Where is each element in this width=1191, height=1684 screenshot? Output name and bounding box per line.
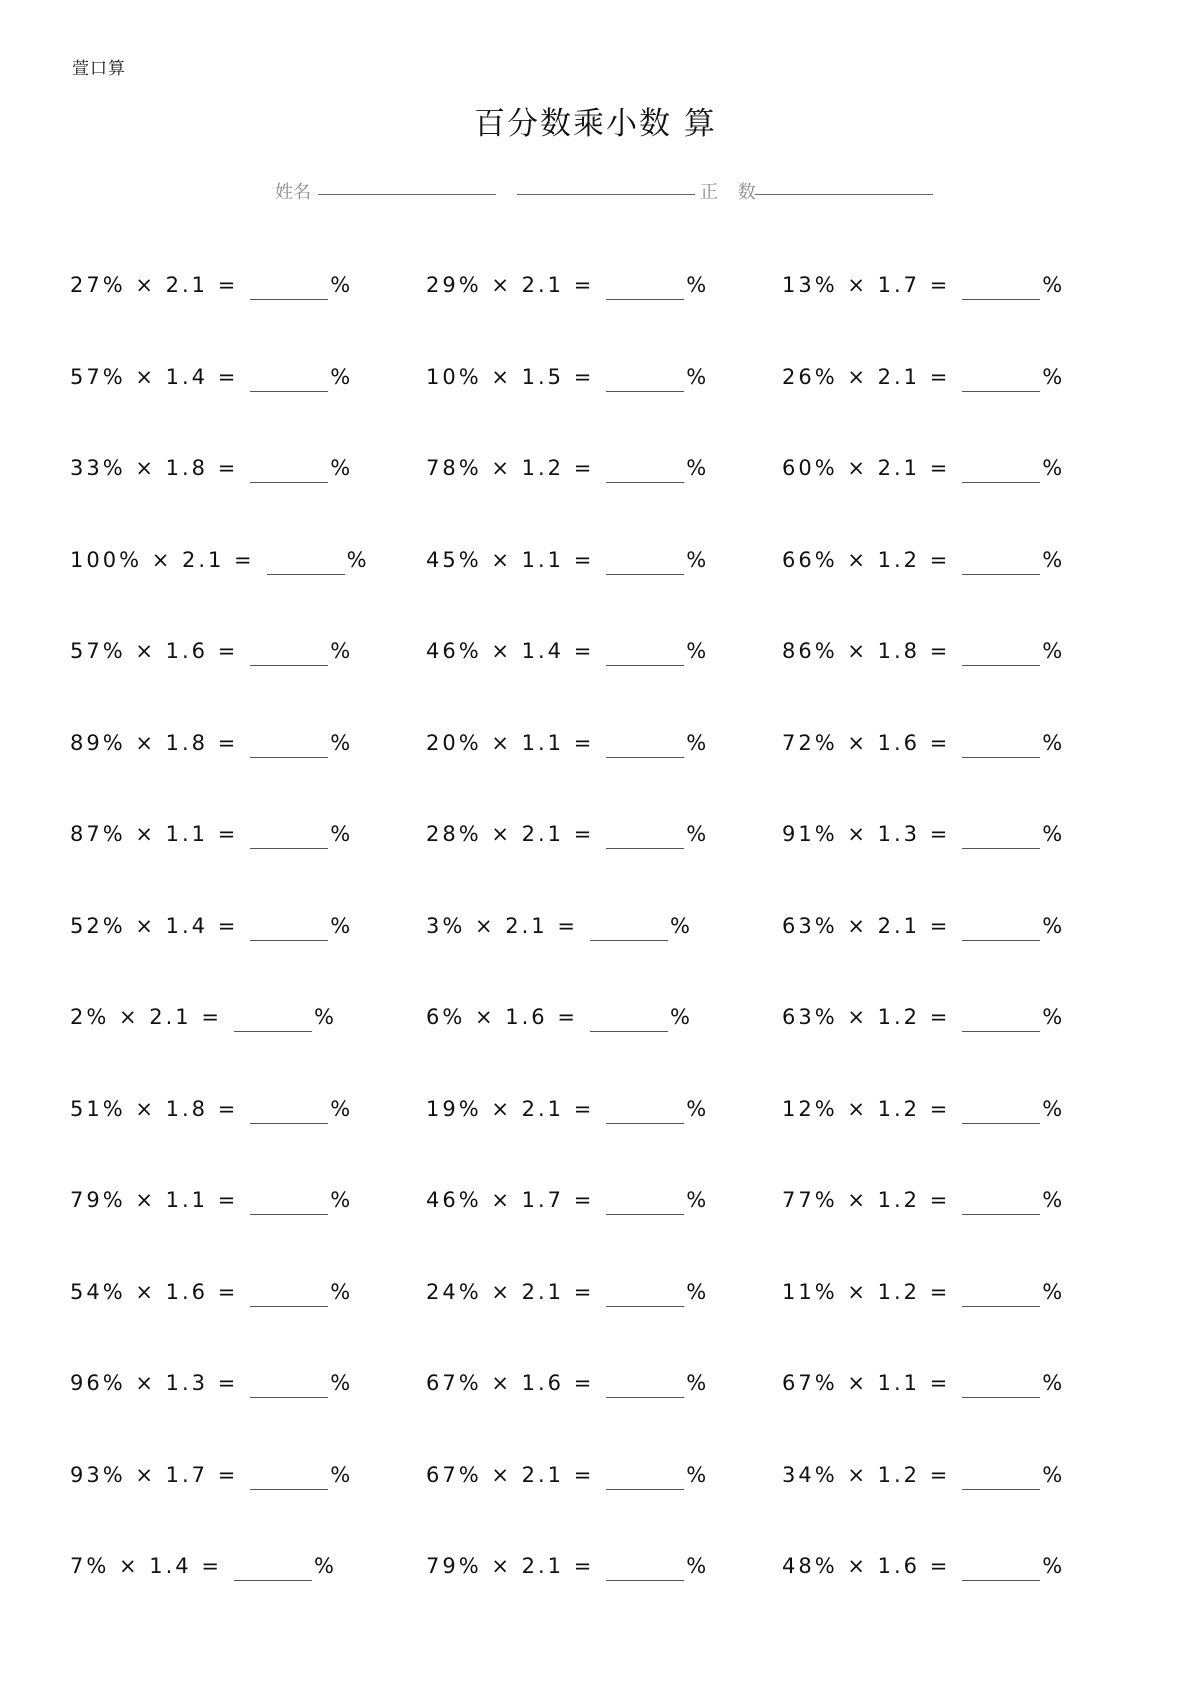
answer-blank[interactable]	[250, 482, 328, 483]
problem-item	[70, 1183, 426, 1275]
percent-unit: %	[330, 364, 351, 389]
problem-expression: 28% × 2.1 =	[426, 822, 595, 846]
problem-expression: 57% × 1.6 =	[70, 639, 239, 663]
page-title: 百分数乘小数 算	[474, 106, 717, 142]
problem-item	[782, 634, 1130, 726]
answer-blank[interactable]	[962, 1031, 1040, 1032]
answer-blank[interactable]	[962, 391, 1040, 392]
answer-blank[interactable]	[250, 940, 328, 941]
problem-item	[70, 1549, 426, 1641]
percent-unit: %	[686, 1554, 707, 1578]
problem-item	[70, 451, 426, 543]
problem-expression: 11% × 1.2 =	[782, 1279, 951, 1304]
score-line[interactable]	[755, 194, 933, 195]
percent-unit: %	[330, 730, 351, 755]
percent-unit: %	[686, 1188, 707, 1212]
percent-unit: %	[1042, 1371, 1063, 1395]
percent-unit: %	[330, 1188, 351, 1212]
problem-item	[782, 1549, 1130, 1641]
percent-unit: %	[1042, 1188, 1063, 1212]
problem-expression: 13% × 1.7 =	[782, 273, 951, 297]
problem-item	[426, 360, 782, 452]
problem-item	[70, 543, 426, 635]
answer-blank[interactable]	[962, 1397, 1040, 1398]
problem-item	[426, 451, 782, 543]
answer-blank[interactable]	[590, 940, 668, 941]
problem-item	[70, 268, 426, 360]
percent-unit: %	[1042, 456, 1063, 480]
percent-unit: %	[313, 1005, 334, 1029]
percent-unit: %	[1042, 1096, 1063, 1121]
problem-expression: 67% × 1.1 =	[782, 1371, 951, 1395]
answer-blank[interactable]	[606, 482, 684, 483]
percent-unit: %	[346, 547, 367, 572]
percent-unit: %	[1042, 1005, 1063, 1029]
problem-expression: 46% × 1.4 =	[426, 639, 595, 663]
percent-unit: %	[1042, 273, 1063, 297]
problem-item	[426, 726, 782, 818]
answer-blank[interactable]	[606, 1123, 684, 1124]
answer-blank[interactable]	[234, 1031, 312, 1032]
percent-unit: %	[686, 822, 707, 846]
problem-item	[782, 817, 1130, 909]
problem-item	[426, 817, 782, 909]
percent-unit: %	[1042, 822, 1063, 846]
problem-item	[70, 817, 426, 909]
problem-expression: 24% × 2.1 =	[426, 1279, 595, 1304]
problem-expression: 3% × 2.1 =	[426, 913, 578, 938]
problem-expression: 60% × 2.1 =	[782, 456, 951, 480]
answer-blank[interactable]	[962, 1123, 1040, 1124]
problem-item	[426, 1458, 782, 1550]
percent-unit: %	[1042, 1462, 1063, 1487]
problem-item	[70, 360, 426, 452]
problem-expression: 19% × 2.1 =	[426, 1096, 595, 1121]
percent-unit: %	[330, 1279, 351, 1304]
problem-item	[426, 1000, 782, 1092]
problem-expression: 93% × 1.7 =	[70, 1462, 239, 1487]
percent-unit: %	[330, 1371, 351, 1395]
answer-blank[interactable]	[250, 391, 328, 392]
problem-item	[782, 268, 1130, 360]
problem-item	[70, 1366, 426, 1458]
percent-unit: %	[669, 1005, 690, 1029]
problem-expression: 67% × 2.1 =	[426, 1462, 595, 1487]
problem-item	[426, 1366, 782, 1458]
problem-item	[426, 1275, 782, 1367]
answer-blank[interactable]	[962, 574, 1040, 575]
problem-expression: 7% × 1.4 =	[70, 1554, 222, 1578]
name-line[interactable]	[318, 194, 496, 195]
answer-blank[interactable]	[250, 1489, 328, 1490]
problem-item	[782, 909, 1130, 1001]
answer-blank[interactable]	[250, 665, 328, 666]
problem-expression: 12% × 1.2 =	[782, 1096, 951, 1121]
answer-blank[interactable]	[250, 1123, 328, 1124]
problem-expression: 34% × 1.2 =	[782, 1462, 951, 1487]
percent-unit: %	[330, 822, 351, 846]
percent-unit: %	[1042, 547, 1063, 572]
problem-item	[782, 1092, 1130, 1184]
percent-unit: %	[669, 913, 690, 938]
problem-expression: 66% × 1.2 =	[782, 547, 951, 572]
problem-expression: 52% × 1.4 =	[70, 913, 239, 938]
problem-expression: 89% × 1.8 =	[70, 730, 239, 755]
problem-item	[426, 634, 782, 726]
answer-blank[interactable]	[962, 1306, 1040, 1307]
answer-blank[interactable]	[606, 299, 684, 300]
problem-expression: 46% × 1.7 =	[426, 1188, 595, 1212]
answer-blank[interactable]	[962, 1580, 1040, 1581]
answer-blank[interactable]	[250, 848, 328, 849]
answer-blank[interactable]	[962, 940, 1040, 941]
problem-expression: 72% × 1.6 =	[782, 730, 951, 755]
problem-expression: 2% × 2.1 =	[70, 1005, 222, 1029]
answer-blank[interactable]	[250, 757, 328, 758]
problem-item	[782, 1183, 1130, 1275]
answer-blank[interactable]	[606, 1214, 684, 1215]
problem-item	[70, 909, 426, 1001]
problem-item	[782, 1458, 1130, 1550]
percent-unit: %	[330, 639, 351, 663]
problem-item	[426, 1183, 782, 1275]
answer-blank[interactable]	[606, 574, 684, 575]
problem-expression: 79% × 1.1 =	[70, 1188, 239, 1212]
percent-unit: %	[330, 456, 351, 480]
problem-expression: 54% × 1.6 =	[70, 1279, 239, 1304]
problem-item	[426, 909, 782, 1001]
percent-unit: %	[686, 1096, 707, 1121]
problem-item	[70, 726, 426, 818]
answer-blank[interactable]	[606, 391, 684, 392]
problem-expression: 87% × 1.1 =	[70, 822, 239, 846]
problem-expression: 51% × 1.8 =	[70, 1096, 239, 1121]
problem-expression: 29% × 2.1 =	[426, 273, 595, 297]
problem-expression: 57% × 1.4 =	[70, 364, 239, 389]
percent-unit: %	[330, 1462, 351, 1487]
problem-expression: 63% × 1.2 =	[782, 1005, 951, 1029]
percent-unit: %	[1042, 364, 1063, 389]
problem-item	[782, 1275, 1130, 1367]
problem-grid	[70, 268, 1130, 1641]
problem-item	[70, 1000, 426, 1092]
percent-unit: %	[330, 273, 351, 297]
percent-unit: %	[686, 273, 707, 297]
answer-blank[interactable]	[962, 482, 1040, 483]
problem-item	[426, 1092, 782, 1184]
problem-item	[70, 1458, 426, 1550]
problem-item	[782, 451, 1130, 543]
problem-expression: 20% × 1.1 =	[426, 730, 595, 755]
percent-unit: %	[1042, 913, 1063, 938]
answer-blank[interactable]	[962, 1214, 1040, 1215]
problem-item	[782, 360, 1130, 452]
percent-unit: %	[1042, 639, 1063, 663]
answer-blank[interactable]	[250, 1214, 328, 1215]
answer-blank[interactable]	[962, 848, 1040, 849]
answer-blank[interactable]	[962, 665, 1040, 666]
problem-expression: 63% × 2.1 =	[782, 913, 951, 938]
header-label: 萱口算	[72, 59, 126, 79]
problem-expression: 86% × 1.8 =	[782, 639, 951, 663]
answer-blank[interactable]	[962, 757, 1040, 758]
percent-unit: %	[686, 1279, 707, 1304]
problem-expression: 91% × 1.3 =	[782, 822, 951, 846]
answer-blank[interactable]	[606, 848, 684, 849]
problem-item	[426, 543, 782, 635]
class-line[interactable]	[517, 194, 695, 195]
info-row	[0, 175, 1191, 205]
answer-blank[interactable]	[962, 299, 1040, 300]
percent-unit: %	[1042, 730, 1063, 755]
problem-expression: 77% × 1.2 =	[782, 1188, 951, 1212]
problem-item	[782, 1000, 1130, 1092]
problem-item	[70, 1092, 426, 1184]
problem-expression: 79% × 2.1 =	[426, 1554, 595, 1578]
answer-blank[interactable]	[606, 1580, 684, 1581]
percent-unit: %	[313, 1554, 334, 1578]
problem-item	[782, 543, 1130, 635]
percent-unit: %	[330, 1096, 351, 1121]
answer-blank[interactable]	[606, 1306, 684, 1307]
problem-expression: 78% × 1.2 =	[426, 456, 595, 480]
problem-item	[782, 1366, 1130, 1458]
problem-item	[782, 726, 1130, 818]
name-label: 姓名	[275, 182, 311, 203]
problem-expression: 6% × 1.6 =	[426, 1005, 578, 1029]
percent-unit: %	[686, 639, 707, 663]
percent-unit: %	[686, 547, 707, 572]
answer-blank[interactable]	[606, 1489, 684, 1490]
answer-blank[interactable]	[250, 299, 328, 300]
problem-expression: 10% × 1.5 =	[426, 364, 595, 389]
problem-expression: 48% × 1.6 =	[782, 1554, 951, 1578]
percent-unit: %	[330, 913, 351, 938]
answer-blank[interactable]	[267, 574, 345, 575]
problem-item	[70, 1275, 426, 1367]
problem-expression: 33% × 1.8 =	[70, 456, 239, 480]
answer-blank[interactable]	[606, 757, 684, 758]
problem-expression: 100% × 2.1 =	[70, 547, 255, 572]
problem-expression: 26% × 2.1 =	[782, 364, 951, 389]
percent-unit: %	[686, 1462, 707, 1487]
answer-blank[interactable]	[606, 1397, 684, 1398]
problem-expression: 45% × 1.1 =	[426, 547, 595, 572]
percent-unit: %	[686, 730, 707, 755]
answer-blank[interactable]	[250, 1397, 328, 1398]
percent-unit: %	[686, 364, 707, 389]
percent-unit: %	[686, 1371, 707, 1395]
problem-expression: 67% × 1.6 =	[426, 1371, 595, 1395]
percent-unit: %	[1042, 1554, 1063, 1578]
percent-unit: %	[1042, 1279, 1063, 1304]
answer-blank[interactable]	[590, 1031, 668, 1032]
problem-item	[70, 634, 426, 726]
problem-expression: 96% × 1.3 =	[70, 1371, 239, 1395]
answer-blank[interactable]	[962, 1489, 1040, 1490]
problem-expression: 27% × 2.1 =	[70, 273, 239, 297]
answer-blank[interactable]	[606, 665, 684, 666]
problem-item	[426, 1549, 782, 1641]
problem-item	[426, 268, 782, 360]
score-label: 正 数	[700, 182, 763, 203]
percent-unit: %	[686, 456, 707, 480]
answer-blank[interactable]	[250, 1306, 328, 1307]
answer-blank[interactable]	[234, 1580, 312, 1581]
